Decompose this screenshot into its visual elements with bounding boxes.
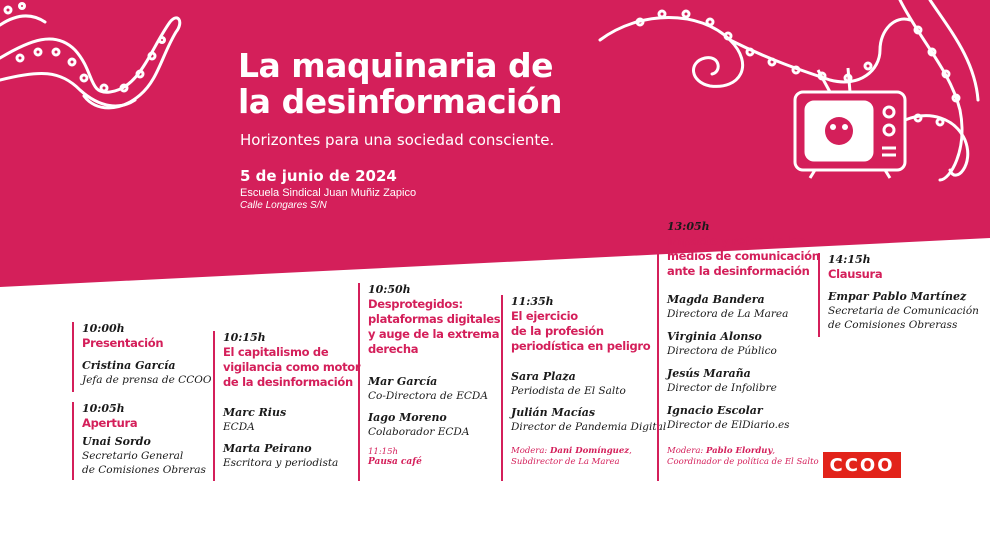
event-subtitle: Horizontes para una sociedad consciente. <box>240 131 555 149</box>
session-impacto <box>657 220 820 481</box>
speaker-name: Ignacio Escolar <box>667 404 763 417</box>
speaker-name: Sara Plaza <box>511 370 576 383</box>
session-title: derecha <box>368 342 419 356</box>
session-time: 10:00h <box>82 322 125 335</box>
event-title-line2: la desinformación <box>238 82 563 121</box>
moderator-role: Subdirector de La Marea <box>511 457 620 467</box>
session-time: 11:35h <box>511 295 554 308</box>
session-title: y auge de la extrema <box>368 327 500 341</box>
session-title: ante la desinformación <box>667 264 810 278</box>
moderator-line: Modera: Pablo Elorduy, <box>667 446 776 456</box>
speaker-role: Co-Directora de ECDA <box>368 390 488 402</box>
break-label: Pausa café <box>368 457 422 467</box>
speaker-role: Directora de La Marea <box>667 308 789 320</box>
event-address: Calle Longares S/N <box>240 200 327 211</box>
speaker-name: Cristina García <box>82 359 176 372</box>
session-title: Presentación <box>82 336 164 350</box>
session-title: El ejercicio <box>511 309 578 323</box>
break-time: 11:15h <box>368 447 398 457</box>
speaker-name: Virginia Alonso <box>667 330 762 343</box>
moderator-line: Modera: Dani Domínguez, <box>511 446 632 456</box>
event-title <box>238 48 562 120</box>
speaker-role: Director de Pandemia Digital <box>511 421 667 433</box>
speaker-name: Marta Peirano <box>223 442 312 455</box>
session-title: periodística en peligro <box>511 339 651 353</box>
session-title: Clausura <box>828 267 883 281</box>
moderator-prefix: Modera: <box>511 446 550 456</box>
session-title: El capitalismo de <box>223 345 329 359</box>
session-title: plataformas digitales <box>368 312 501 326</box>
session-clausura <box>818 253 979 337</box>
speaker-name: Magda Bandera <box>667 293 765 306</box>
ccoo-logo: CCOO <box>823 452 901 478</box>
speaker-role: Secretaria de Comunicación <box>828 305 979 317</box>
speaker-role: Colaborador ECDA <box>368 426 470 438</box>
moderator-name: Dani Domínguez <box>550 446 630 456</box>
speaker-role: de Comisiones Obrerass <box>828 319 958 331</box>
moderator-role: Coordinador de política de El Salto <box>667 457 819 467</box>
session-vigilancia <box>213 331 360 481</box>
session-desprotegidos <box>358 283 500 481</box>
event-date: 5 de junio de 2024 <box>240 167 397 185</box>
event-venue: Escuela Sindical Juan Muñiz Zapico <box>240 187 417 199</box>
session-time: 10:05h <box>82 402 125 415</box>
speaker-role: de Comisiones Obreras <box>82 464 206 476</box>
moderator-prefix: Modera: <box>667 446 706 456</box>
session-presentacion <box>72 322 211 392</box>
session-time: 14:15h <box>828 253 871 266</box>
session-title: Desprotegidos: <box>368 297 463 311</box>
session-title: medios de comunicación <box>667 249 820 263</box>
speaker-role: Director de Infolibre <box>667 382 777 394</box>
speaker-name: Jesús Maraña <box>667 367 751 380</box>
speaker-name: Unai Sordo <box>82 435 151 448</box>
speaker-role: Escritora y periodista <box>223 457 339 469</box>
session-time: 10:50h <box>368 283 411 296</box>
speaker-role: Director de ElDiario.es <box>667 419 790 431</box>
speaker-name: Mar García <box>368 375 438 388</box>
session-title: vigilancia como motor <box>223 360 361 374</box>
speaker-role: ECDA <box>223 421 255 433</box>
speaker-role: Secretario General <box>82 450 184 462</box>
speaker-role: Periodista de El Salto <box>511 385 626 397</box>
speaker-name: Iago Moreno <box>368 411 447 424</box>
speaker-name: Julián Macías <box>511 406 596 419</box>
speaker-name: Marc Rius <box>223 406 287 419</box>
session-title: Impacto y retos de los <box>667 234 805 248</box>
session-title: de la profesión <box>511 324 604 338</box>
session-ejercicio <box>501 295 666 481</box>
session-apertura <box>72 402 206 480</box>
session-time: 10:15h <box>223 331 266 344</box>
session-time: 13:05h <box>667 220 710 233</box>
moderator-name: Pablo Elorduy <box>706 446 773 456</box>
speaker-name: Empar Pablo Martínez <box>828 290 967 303</box>
session-title: Apertura <box>82 416 138 430</box>
speaker-role: Directora de Público <box>667 345 777 357</box>
event-title-line1: La maquinaria de <box>238 46 553 85</box>
speaker-role: Jefa de prensa de CCOO <box>82 374 212 386</box>
session-title: de la desinformación <box>223 375 353 389</box>
